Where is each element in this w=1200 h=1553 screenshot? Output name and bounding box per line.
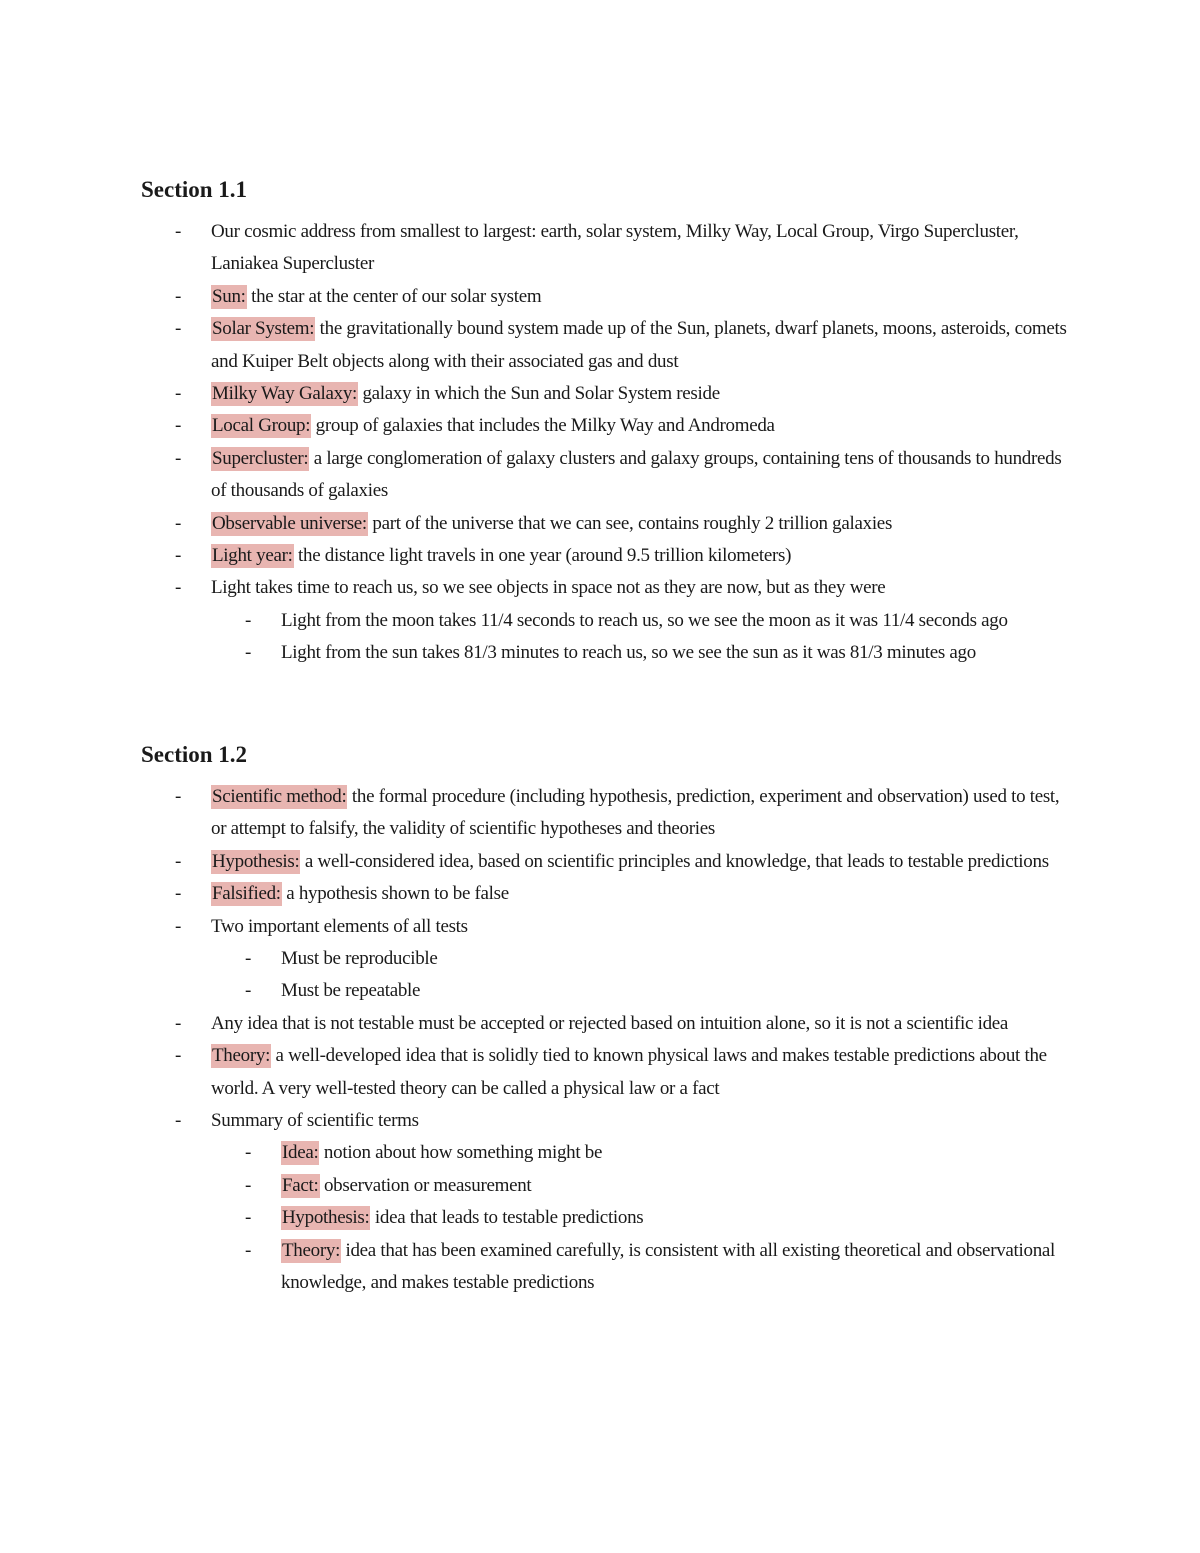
highlighted-term: Light year:	[212, 545, 293, 567]
bullet-dash: -	[175, 1045, 182, 1067]
list-item	[211, 943, 1071, 975]
highlighted-term: Supercluster:	[212, 447, 309, 469]
highlighted-term: Milky Way Galaxy:	[212, 383, 357, 405]
item-text: a well-developed idea that is solidly tied to known physical laws and makes testable predictions about the world. A very well-tested theory can be called a physical law or a fact	[211, 1045, 1047, 1099]
item-text: the distance light travels in one year (around 9.5 trillion kilometers)	[293, 545, 792, 567]
highlighted-term: Solar System:	[212, 318, 315, 340]
bullet-list	[141, 781, 1071, 943]
highlighted-term: Observable universe:	[212, 512, 367, 534]
item-text: Summary of scientific terms	[211, 1110, 419, 1132]
list-item	[141, 846, 1071, 878]
highlighted-term: Idea:	[282, 1142, 319, 1164]
list-item	[141, 508, 1071, 540]
section-1-1	[141, 172, 1071, 670]
bullet-dash: -	[175, 850, 182, 872]
list-item	[141, 1040, 1071, 1105]
list-item	[211, 637, 1071, 669]
bullet-dash: -	[175, 1110, 182, 1132]
sub-bullet-list	[141, 943, 1071, 1008]
list-item	[141, 911, 1071, 943]
list-item	[211, 1235, 1071, 1300]
item-text: Light takes time to reach us, so we see objects in space not as they are now, but as they were	[211, 577, 886, 599]
bullet-dash: -	[175, 383, 182, 405]
bullet-dash: -	[245, 1142, 252, 1164]
list-item	[141, 1105, 1071, 1137]
bullet-dash: -	[175, 447, 182, 469]
item-text: Any idea that is not testable must be accepted or rejected based on intuition alone, so it is not a scientific idea	[211, 1012, 1009, 1034]
section-1-2	[141, 737, 1071, 1300]
section-title: Section 1.2	[141, 742, 248, 767]
list-item	[141, 281, 1071, 313]
item-text: Light from the sun takes 81/3 minutes to reach us, so we see the sun as it was 81/3 minutes ago	[281, 642, 976, 664]
list-item	[141, 1008, 1071, 1040]
bullet-list	[141, 216, 1071, 605]
highlighted-term: Falsified:	[212, 883, 281, 905]
highlighted-term: Theory:	[282, 1239, 341, 1261]
bullet-dash: -	[245, 980, 252, 1002]
item-text: the gravitationally bound system made up of the Sun, planets, dwarf planets, moons, asteroids, comets and Kuiper Belt objects along with their associated gas and dust	[211, 318, 1067, 372]
item-text: Must be repeatable	[281, 980, 421, 1002]
bullet-list	[141, 1008, 1071, 1138]
item-text: notion about how something might be	[319, 1142, 603, 1164]
list-item	[141, 443, 1071, 508]
section-title: Section 1.1	[141, 177, 248, 202]
bullet-dash: -	[175, 883, 182, 905]
highlighted-term: Sun:	[212, 285, 246, 307]
bullet-dash: -	[245, 609, 252, 631]
item-text: Our cosmic address from smallest to largest: earth, solar system, Milky Way, Local Group, Virgo Supercluster, Laniakea Supercluster	[211, 221, 1019, 275]
highlighted-term: Theory:	[212, 1045, 271, 1067]
list-item	[211, 1170, 1071, 1202]
sub-bullet-list	[141, 605, 1071, 670]
bullet-dash: -	[175, 577, 182, 599]
highlighted-term: Scientific method:	[212, 786, 347, 807]
item-text: a large conglomeration of galaxy clusters and galaxy groups, containing tens of thousands to hundreds of thousands of galaxies	[211, 447, 1062, 502]
bullet-dash: -	[175, 512, 182, 534]
bullet-dash: -	[245, 1239, 252, 1261]
bullet-dash: -	[175, 786, 182, 807]
item-text: Two important elements of all tests	[211, 915, 468, 937]
item-text: idea that has been examined carefully, is consistent with all existing theoretical and observational knowledge, and makes testable predictions	[281, 1239, 1056, 1294]
list-item	[141, 540, 1071, 572]
highlighted-term: Hypothesis:	[212, 850, 300, 872]
item-text: group of galaxies that includes the Milky Way and Andromeda	[311, 415, 775, 437]
list-item	[141, 572, 1071, 604]
list-item	[211, 1202, 1071, 1234]
list-item	[141, 781, 1071, 846]
bullet-dash: -	[175, 545, 182, 567]
list-item	[141, 410, 1071, 442]
item-text: the formal procedure (including hypothesis, prediction, experiment and observation) used to test, or attempt to falsify, the validity of scientific hypotheses and theories	[211, 786, 1060, 840]
bullet-dash: -	[245, 1174, 252, 1196]
bullet-dash: -	[175, 915, 182, 937]
highlighted-term: Local Group:	[212, 415, 311, 437]
bullet-dash: -	[245, 1207, 252, 1229]
sub-bullet-list	[141, 1137, 1071, 1299]
bullet-dash: -	[175, 415, 182, 437]
bullet-dash: -	[245, 642, 252, 664]
item-text: Light from the moon takes 11/4 seconds to reach us, so we see the moon as it was 11/4 seconds ago	[281, 609, 1008, 631]
bullet-dash: -	[245, 948, 252, 970]
item-text: part of the universe that we can see, contains roughly 2 trillion galaxies	[367, 512, 893, 534]
list-item	[141, 378, 1071, 410]
list-item	[211, 605, 1071, 637]
item-text: galaxy in which the Sun and Solar System reside	[358, 383, 720, 405]
bullet-dash: -	[175, 1012, 182, 1034]
list-item	[211, 1137, 1071, 1169]
bullet-dash: -	[175, 285, 182, 307]
bullet-dash: -	[175, 318, 182, 340]
item-text: a hypothesis shown to be false	[281, 883, 509, 905]
item-text: a well-considered idea, based on scientific principles and knowledge, that leads to testable predictions	[300, 850, 1049, 872]
list-item	[141, 313, 1071, 378]
highlighted-term: Hypothesis:	[282, 1207, 370, 1229]
list-item	[141, 878, 1071, 910]
list-item	[141, 216, 1071, 281]
item-text: the star at the center of our solar system	[246, 285, 542, 307]
list-item	[211, 975, 1071, 1007]
item-text: Must be reproducible	[281, 948, 438, 970]
item-text: observation or measurement	[319, 1174, 532, 1196]
bullet-dash: -	[175, 221, 182, 242]
highlighted-term: Fact:	[282, 1174, 319, 1196]
item-text: idea that leads to testable predictions	[370, 1207, 644, 1229]
